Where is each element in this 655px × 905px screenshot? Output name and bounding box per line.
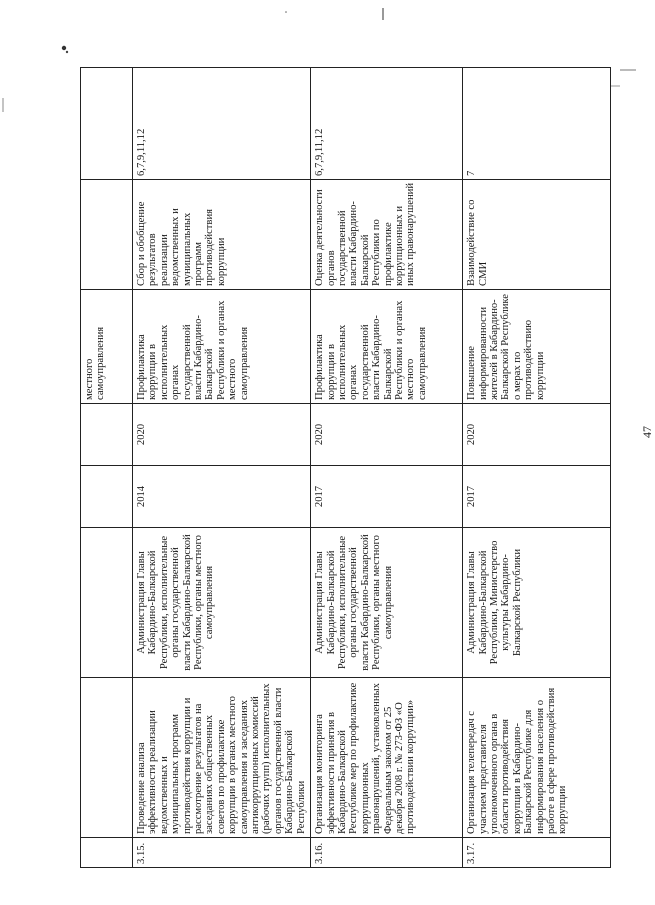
cell-start: 2014 (133, 466, 311, 528)
cell-result: Профилактика коррупции в исполнительных органах государственной власти Кабардино-Балкарской Республики и органах местного самоуправления (133, 290, 311, 404)
cell-activity: Организация телепередач с участием представителя уполномоченного органа в области противодействия коррупции в Кабардино-Балкарской Республике для информирования населения о работе в сфере противодействия коррупции (463, 678, 611, 838)
cell-activity: Проведение анализа эффективности реализации ведомственных и муниципальных программ противодействия коррупции и рассмотрение результатов на заседаниях общественных советов по профилактике коррупции в органах местного самоуправления и заседаниях антикоррупционных комиссий (рабочих групп) исполнительных органов государственной власти Кабардино-Балкарской Республики (133, 678, 311, 838)
cell-indicator (81, 180, 133, 290)
table-row-continuation (81, 68, 133, 868)
cell-end (81, 404, 133, 466)
cell-executor (81, 528, 133, 678)
cell-link: 7 (463, 68, 611, 180)
cell-activity (81, 678, 133, 838)
cell-indicator: Сбор и обобщение результатов реализации ведомственных и муниципальных программ противодействия коррупции (133, 180, 311, 290)
rotated-sheet (80, 68, 654, 868)
cell-num: 3.15. (133, 838, 311, 868)
plan-table (80, 67, 611, 868)
cell-end: 2020 (133, 404, 311, 466)
cell-end: 2020 (463, 404, 611, 466)
cell-link: 6,7,9,11,12 (133, 68, 311, 180)
cell-num: 3.16. (311, 838, 463, 868)
cell-result: местного самоуправления (81, 290, 133, 404)
cell-num (81, 838, 133, 868)
cell-activity: Организация мониторинга эффективности принятия в Кабардино-Балкарской Республике мер по профилактике коррупционных правонарушений, установленных Федеральным законом от 25 декабря 2008 г. № 273-ФЗ «О противодействии коррупции» (311, 678, 463, 838)
cell-link: 6,7,9,11,12 (311, 68, 463, 180)
cell-end: 2020 (311, 404, 463, 466)
cell-executor: Администрация Главы Кабардино-Балкарской Республики, Министерство культуры Кабардино-Балкарской Республики (463, 528, 611, 678)
scan-dot (66, 51, 68, 53)
cell-result: Повышение информированности жителей в Кабардино-Балкарской Республике о мерах по противодействию коррупции (463, 290, 611, 404)
cell-num: 3.17. (463, 838, 611, 868)
cell-start: 2017 (463, 466, 611, 528)
table-row (133, 68, 311, 868)
cell-result: Профилактика коррупции в исполнительных органах государственной власти Кабардино-Балкарской Республики и органах местного самоуправления (311, 290, 463, 404)
cell-executor: Администрация Главы Кабардино-Балкарской Республики, исполнительные органы государственной власти Кабардино-Балкарской Республики, органы местного самоуправления (133, 528, 311, 678)
scan-dot (285, 11, 287, 13)
table-row (311, 68, 463, 868)
cell-indicator: Оценка деятельности органов государственной власти Кабардино-Балкарской Республики по профилактике коррупционных и иных правонарушений (311, 180, 463, 290)
scan-dot (62, 46, 66, 50)
table-row (463, 68, 611, 868)
cell-link (81, 68, 133, 180)
cell-start (81, 466, 133, 528)
cell-executor: Администрация Главы Кабардино-Балкарской Республики, исполнительные органы государственной власти Кабардино-Балкарской Республики, органы местного самоуправления (311, 528, 463, 678)
page-number: 47 (640, 426, 654, 438)
cell-start: 2017 (311, 466, 463, 528)
cell-indicator: Взаимодействие со СМИ (463, 180, 611, 290)
